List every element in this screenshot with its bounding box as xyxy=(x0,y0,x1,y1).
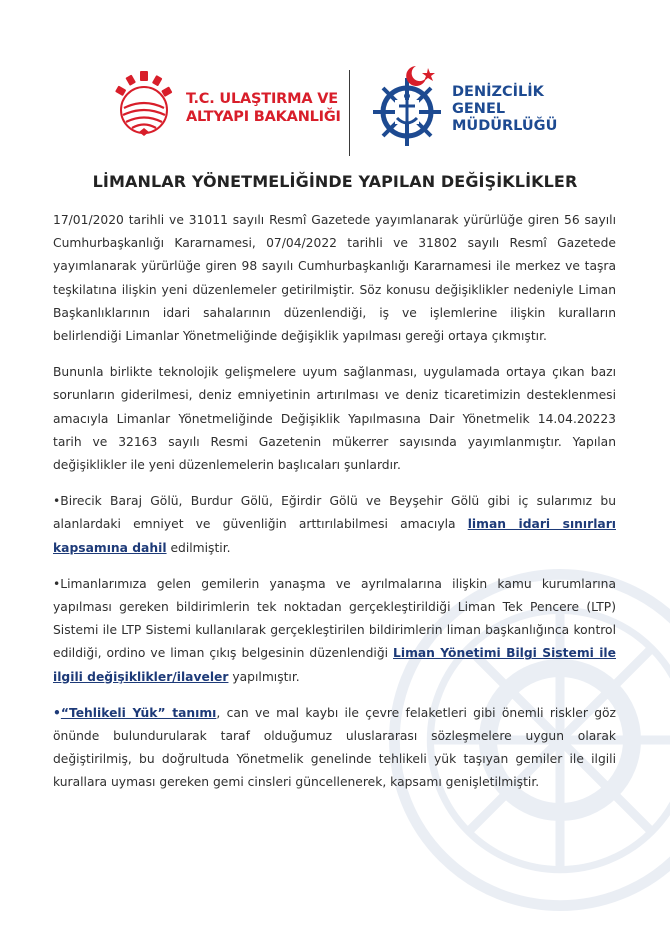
paragraph-intro: 17/01/2020 tarihli ve 31011 sayılı Resmî Gazetede yayımlanarak yürürlüğe giren 56 sayılı Cumhurbaşkanlığı Kararnamesi, 07/04/2022 tarihli ve 31802 sayılı Resmî Gazetede yayımlanarak yürürlüğe giren 98 sayılı Cumhurbaşkanlığı Kararnamesi ile merkez ve taşra teşkilatına ilişkin yeni düzenlemeler getirilmiştir. Söz konusu değişiklikler nedeniyle Liman Başkanlıklarının idari sahalarının düzenlendiği, iş ve işlemlerine ilişkin kuralların belirlendiği Limanlar Yönetmeliğinde değişiklik yapılması gereği ortaya çıkmıştır. xyxy=(53,213,616,344)
ministry-name-line1: T.C. ULAŞTIRMA VE xyxy=(186,91,338,107)
dgm-logo xyxy=(370,64,580,154)
bullet-item-port-system xyxy=(53,573,616,689)
dgm-name-line3: MÜDÜRLÜĞÜ xyxy=(452,118,558,134)
bullet-item-inland-waters xyxy=(53,490,616,560)
highlight-port-boundaries: liman idari sınırları kapsamına dahil xyxy=(53,517,616,555)
paragraph-context: Bununla birlikte teknolojik gelişmelere uyum sağlanması, uygulamada ortaya çıkan bazı sorunların giderilmesi, deniz emniyetinin artırılması ve deniz ticaretimizin desteklenmesi amacıyla Limanlar Yönetmeliğinde Değişiklik Yapılmasına Dair Yönetmelik 14.04.20223 tarih ve 32163 sayılı Resmi Gazetenin mükerrer sayısında yayımlanmıştır. Yapılan değişiklikler ile yeni düzenlemelerin başlıcaları şunlardır. xyxy=(53,365,616,473)
bullet-mark: • xyxy=(53,705,61,720)
document-body xyxy=(53,209,616,808)
bullet-item-dangerous-cargo xyxy=(53,702,616,795)
bullet-text: •Limanlarımıza gelen gemilerin yanaşma ve ayrılmalarına ilişkin kamu kurumlarına yapılması gereken bildirimlerin tek noktadan gerçekleştirildiği Liman Tek Pencere (LTP) Sistemi ile LTP Sistemi kullanılarak gerçekleştirilen bildirimlerin liman başkanlığınca kontrol edildiği, ordino ve liman çıkış belgesinin düzenlendiği xyxy=(53,576,616,661)
highlight-port-management-system: Liman Yönetimi Bilgi Sistemi ile ilgili değişiklikler/ilaveler xyxy=(53,646,616,684)
highlight-dangerous-cargo-definition: “Tehlikeli Yük” tanımı xyxy=(60,705,217,720)
bullet-text-end: edilmiştir. xyxy=(166,540,231,555)
page-title: LİMANLAR YÖNETMELİĞİNDE YAPILAN DEĞİŞİKLİKLER xyxy=(92,172,578,191)
ministry-name-line2: ALTYAPI BAKANLIĞI xyxy=(186,109,341,125)
ministry-name xyxy=(186,90,341,126)
dgm-name-line2: GENEL xyxy=(452,101,506,117)
bullet-text: •Birecik Baraj Gölü, Burdur Gölü, Eğirdir Gölü ve Beyşehir Gölü gibi iç sularımız bu alanlardaki emniyet ve güvenliğin arttırılabilmesi amacıyla xyxy=(53,494,616,532)
header-divider xyxy=(349,70,350,156)
ministry-logo xyxy=(112,68,342,148)
ministry-emblem-icon xyxy=(112,70,176,138)
dgm-name-line1: DENİZCİLİK xyxy=(452,84,544,100)
ship-wheel-anchor-icon xyxy=(370,64,446,150)
bullet-text: , can ve mal kaybı ile çevre felaketleri gibi önemli riskler göz önünde bulundurularak taraf olduğumuz uluslararası sözleşmelere uygun olarak değiştirilmiş, bu doğrultuda Yönetmelik genelinde tehlikeli yük taşıyan gemiler ile ilgili kurallara uyması gereken gemi cinsleri güncellenerek, kapsamı genişletilmiştir. xyxy=(53,705,616,790)
bullet-text-end: yapılmıştır. xyxy=(228,669,300,684)
dgm-name xyxy=(452,84,557,135)
